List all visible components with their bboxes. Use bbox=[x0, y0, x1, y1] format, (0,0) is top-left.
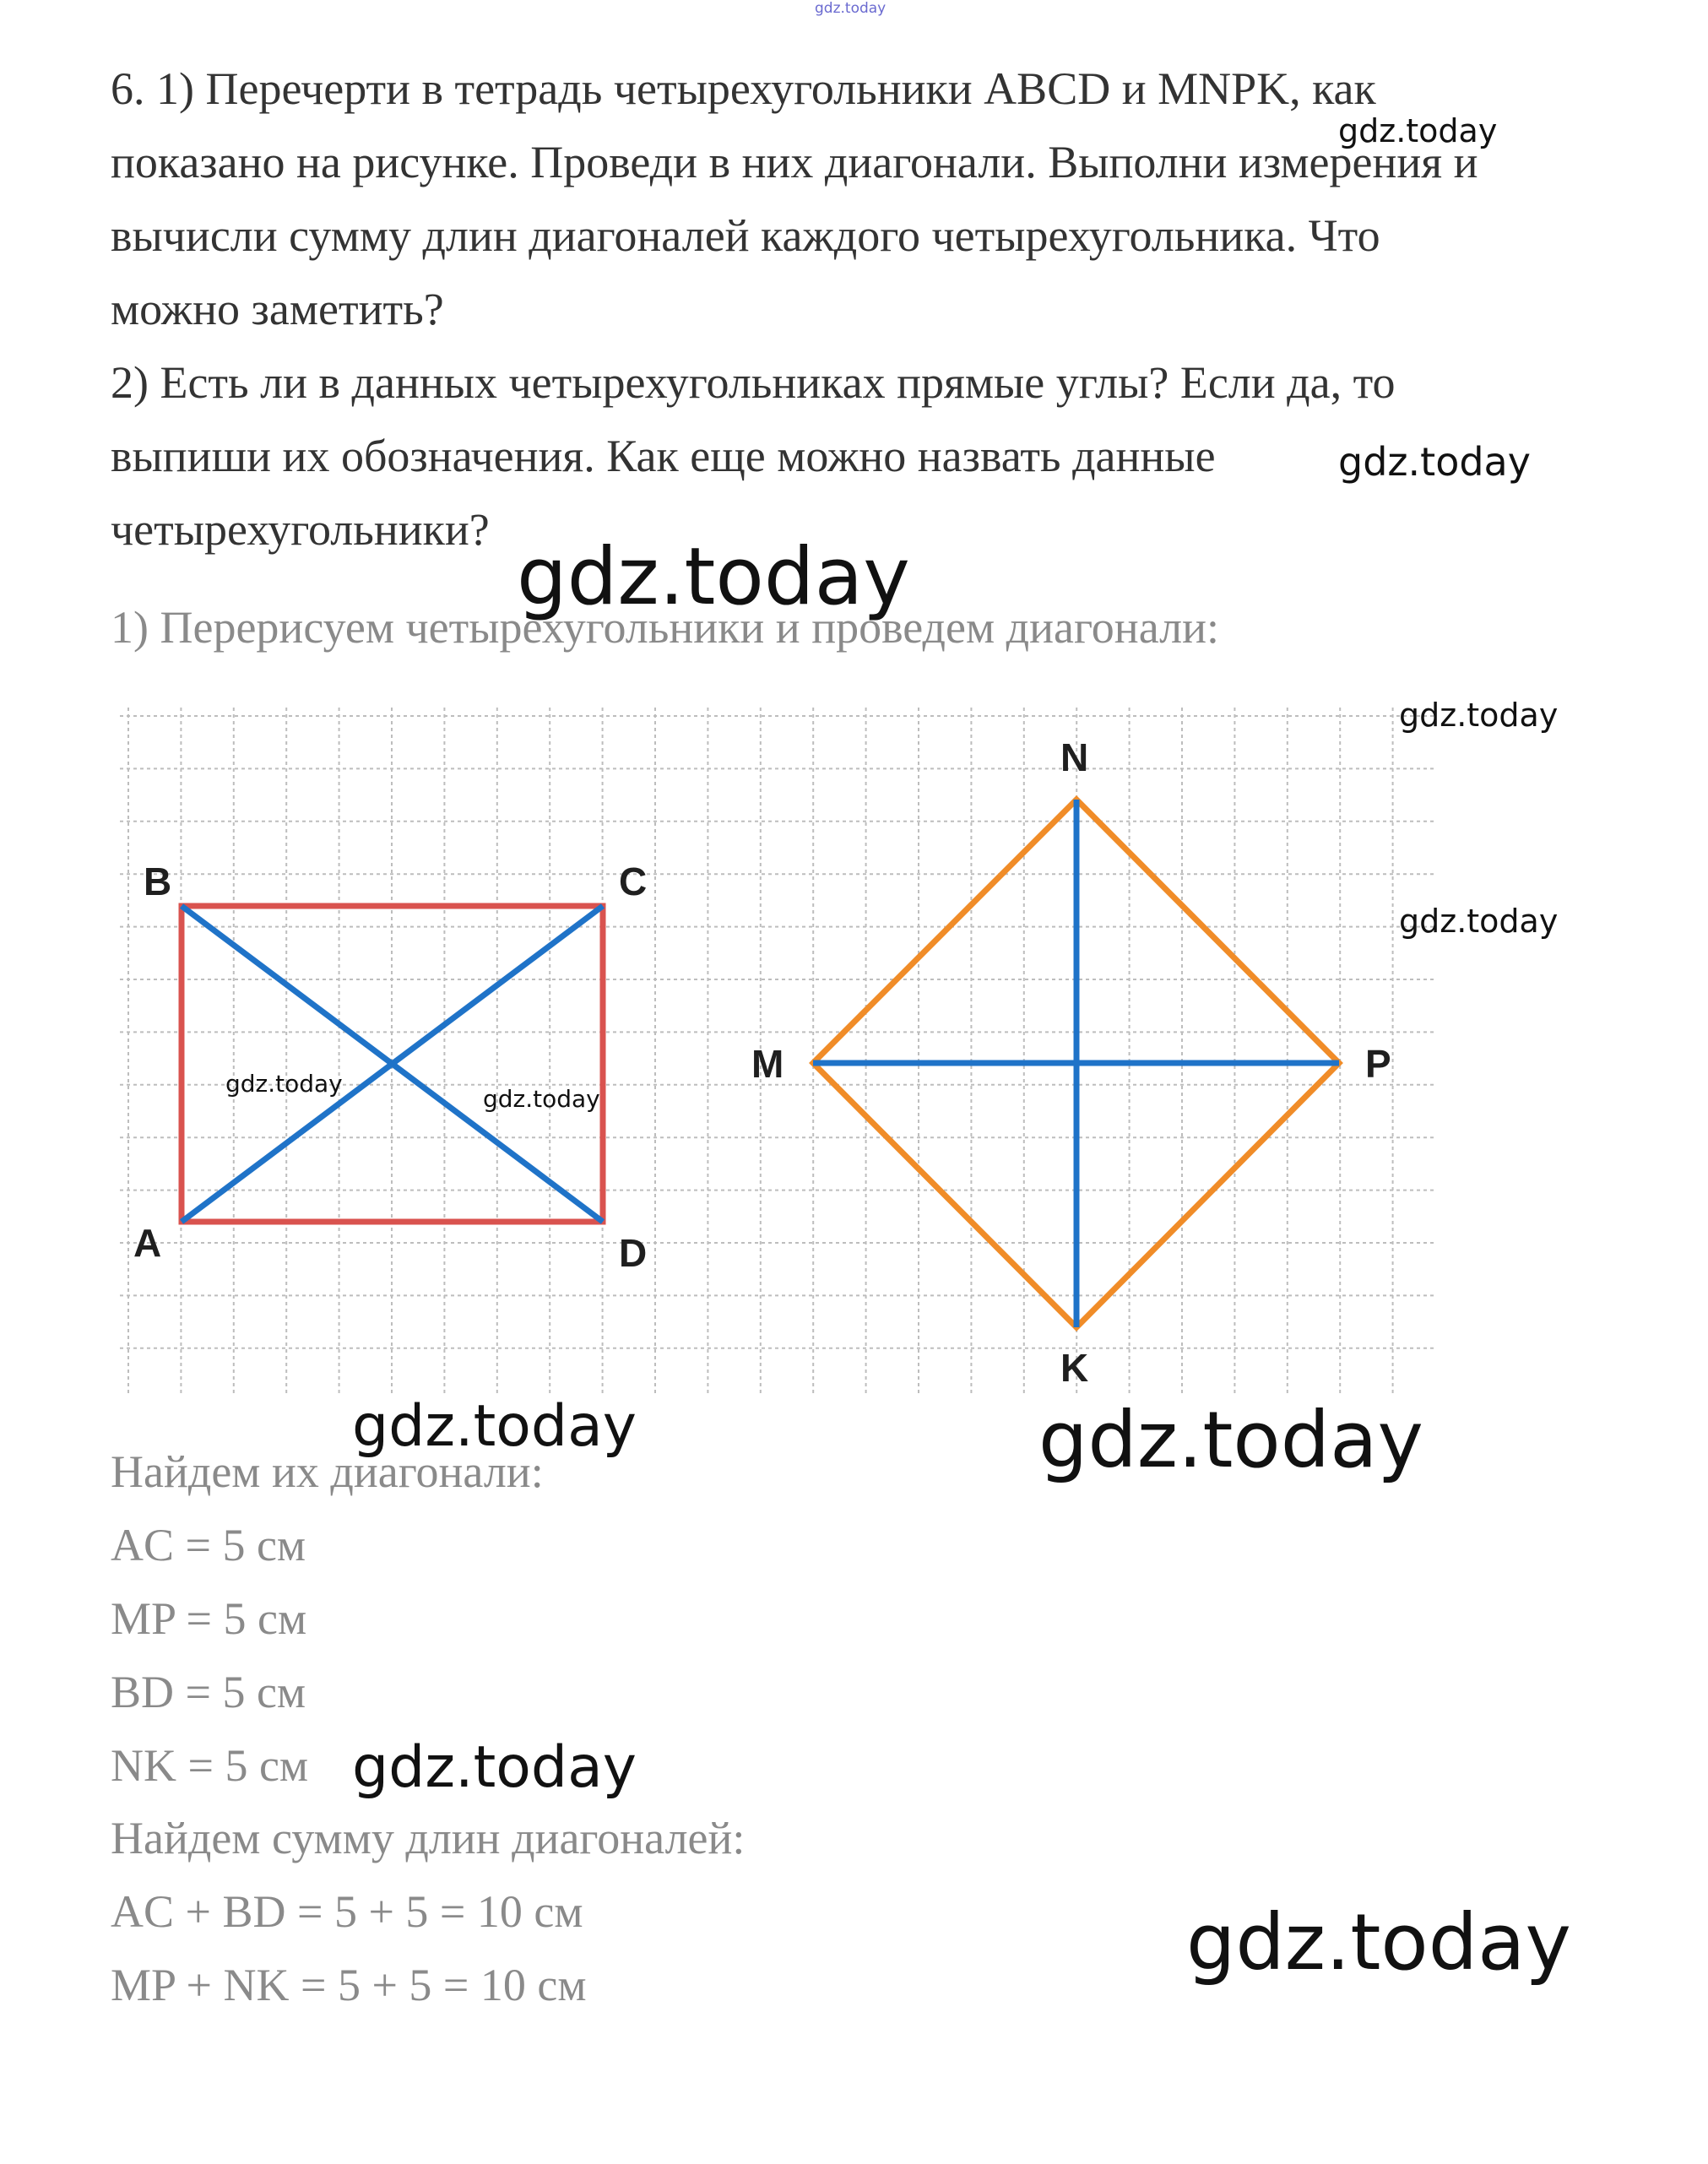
label-k: K bbox=[1060, 1346, 1089, 1390]
task-line: показано на рисунке. Проведи в них диагонали. Выполни измерения и bbox=[111, 137, 1478, 187]
label-n: N bbox=[1060, 735, 1089, 779]
task-line: 6. 1) Перечерти в тетрадь четырехугольники ABCD и MNPK, как bbox=[111, 63, 1376, 114]
label-m: M bbox=[751, 1042, 784, 1086]
watermark: gdz.today bbox=[1038, 1395, 1423, 1485]
label-b: B bbox=[144, 860, 172, 903]
find-diagonals-heading: Найдем их диагонали: bbox=[111, 1446, 544, 1497]
task-line: можно заметить? bbox=[111, 284, 444, 334]
diagonal-mp-value: MP = 5 см bbox=[111, 1593, 307, 1644]
watermark: gdz.today bbox=[1338, 112, 1498, 149]
watermark: gdz.today bbox=[352, 1393, 637, 1460]
header-watermark: gdz.today bbox=[815, 0, 887, 17]
task-line: четырехугольники? bbox=[111, 504, 490, 555]
watermark: gdz.today bbox=[1338, 439, 1531, 485]
watermark: gdz.today bbox=[1399, 903, 1559, 940]
watermark: gdz.today bbox=[483, 1085, 600, 1113]
solution-intro: 1) Перерисуем четырехугольники и проведем диагонали: bbox=[111, 602, 1219, 653]
watermark: gdz.today bbox=[352, 1734, 637, 1801]
diagonal-ac-value: AC = 5 см bbox=[111, 1520, 306, 1570]
watermark: gdz.today bbox=[1399, 697, 1559, 734]
watermark: gdz.today bbox=[1186, 1897, 1571, 1988]
label-d: D bbox=[619, 1231, 648, 1275]
sum-mp-nk: MP + NK = 5 + 5 = 10 см bbox=[111, 1960, 587, 2010]
task-line: вычисли сумму длин диагоналей каждого четырехугольника. Что bbox=[111, 210, 1380, 261]
label-a: A bbox=[133, 1221, 162, 1265]
task-line: 2) Есть ли в данных четырехугольниках прямые углы? Если да, то bbox=[111, 357, 1396, 408]
label-c: C bbox=[619, 860, 648, 903]
watermark: gdz.today bbox=[517, 531, 910, 623]
task-line: выпиши их обозначения. Как еще можно назвать данные bbox=[111, 431, 1216, 481]
sum-ac-bd: AC + BD = 5 + 5 = 10 см bbox=[111, 1886, 583, 1937]
watermark: gdz.today bbox=[225, 1070, 343, 1098]
label-p: P bbox=[1365, 1042, 1391, 1086]
diagonal-nk-value: NK = 5 см bbox=[111, 1740, 309, 1791]
find-sum-heading: Найдем сумму длин диагоналей: bbox=[111, 1813, 746, 1863]
diagonal-bd-value: BD = 5 см bbox=[111, 1667, 306, 1717]
